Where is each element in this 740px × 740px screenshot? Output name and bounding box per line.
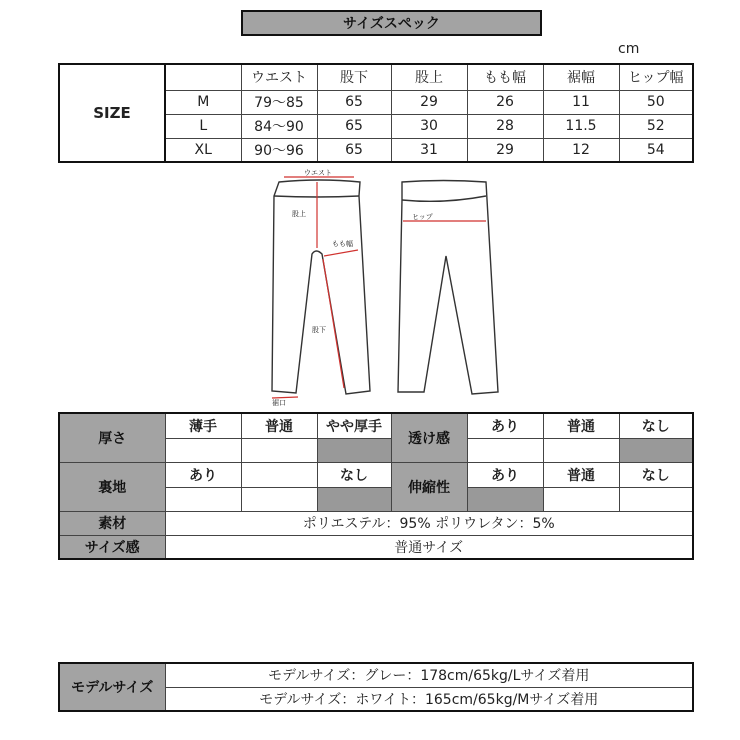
- size-cell: 65: [317, 114, 391, 138]
- size-cell: 28: [467, 114, 543, 138]
- hem-label: 裾口: [272, 399, 286, 407]
- stretch-option: 普通: [543, 462, 619, 487]
- page-title: サイズスペック: [241, 10, 542, 36]
- size-cell: 29: [391, 90, 467, 114]
- thigh-label: もも幅: [332, 240, 353, 248]
- fit-label: サイズ感: [59, 535, 165, 559]
- size-col-header: もも幅: [467, 64, 543, 90]
- transparency-mark: [467, 438, 543, 462]
- size-row-header: SIZE: [59, 64, 165, 162]
- transparency-mark: [619, 438, 693, 462]
- stretch-mark: [543, 487, 619, 511]
- stretch-option: あり: [467, 462, 543, 487]
- stretch-option: なし: [619, 462, 693, 487]
- thickness-mark: [317, 438, 391, 462]
- stretch-mark: [619, 487, 693, 511]
- size-cell: 29: [467, 138, 543, 162]
- model-size-table: [58, 662, 694, 712]
- pants-measurement-diagram: [262, 169, 506, 407]
- fit-value: 普通サイズ: [165, 535, 693, 559]
- size-cell: 52: [619, 114, 693, 138]
- lining-option: [241, 462, 317, 487]
- size-cell: 54: [619, 138, 693, 162]
- material-label: 素材: [59, 511, 165, 535]
- size-cell: 26: [467, 90, 543, 114]
- unit-label: cm: [618, 41, 640, 57]
- transparency-label: 透け感: [391, 413, 467, 462]
- size-label: L: [165, 114, 241, 138]
- lining-mark: [317, 487, 391, 511]
- lining-label: 裏地: [59, 462, 165, 511]
- thickness-mark: [165, 438, 241, 462]
- rise-label: 股上: [292, 210, 306, 218]
- transparency-option: 普通: [543, 413, 619, 438]
- size-cell: 90〜96: [241, 138, 317, 162]
- fabric-attributes-table: [58, 412, 694, 560]
- size-header-blank: [165, 64, 241, 90]
- size-cell: 11: [543, 90, 619, 114]
- size-col-header: ヒップ幅: [619, 64, 693, 90]
- size-col-header: ウエスト: [241, 64, 317, 90]
- attr-options-row: [59, 462, 693, 487]
- lining-mark: [165, 487, 241, 511]
- size-cell: 65: [317, 90, 391, 114]
- thickness-label: 厚さ: [59, 413, 165, 462]
- size-cell: 31: [391, 138, 467, 162]
- lining-option: なし: [317, 462, 391, 487]
- fit-row: [59, 535, 693, 559]
- size-cell: 50: [619, 90, 693, 114]
- size-spec-table: [58, 63, 694, 163]
- size-cell: 11.5: [543, 114, 619, 138]
- size-cell: 12: [543, 138, 619, 162]
- size-cell: 65: [317, 138, 391, 162]
- thickness-mark: [241, 438, 317, 462]
- size-label: M: [165, 90, 241, 114]
- model-size-line: モデルサイズ：グレー：178cm/65kg/Lサイズ着用: [165, 663, 693, 687]
- size-col-header: 股下: [317, 64, 391, 90]
- size-col-header: 裾幅: [543, 64, 619, 90]
- lining-mark: [241, 487, 317, 511]
- size-cell: 79〜85: [241, 90, 317, 114]
- size-col-header: 股上: [391, 64, 467, 90]
- inseam-label: 股下: [312, 326, 326, 334]
- thickness-option: 薄手: [165, 413, 241, 438]
- model-size-line: モデルサイズ：ホワイト：165cm/65kg/Mサイズ着用: [165, 687, 693, 711]
- material-row: [59, 511, 693, 535]
- thickness-option: やや厚手: [317, 413, 391, 438]
- hem-measure-line: [272, 397, 298, 398]
- size-cell: 30: [391, 114, 467, 138]
- hip-label: ヒップ: [412, 213, 433, 221]
- size-label: XL: [165, 138, 241, 162]
- stretch-label: 伸縮性: [391, 462, 467, 511]
- thickness-option: 普通: [241, 413, 317, 438]
- transparency-mark: [543, 438, 619, 462]
- material-value: ポリエステル：95% ポリウレタン：5%: [165, 511, 693, 535]
- front-pants-outline: [272, 180, 370, 394]
- model-size-label: モデルサイズ: [59, 663, 165, 711]
- transparency-option: なし: [619, 413, 693, 438]
- stretch-mark: [467, 487, 543, 511]
- lining-option: あり: [165, 462, 241, 487]
- attr-options-row: [59, 413, 693, 438]
- transparency-option: あり: [467, 413, 543, 438]
- waist-label: ウエスト: [304, 169, 332, 177]
- model-row: [59, 663, 693, 687]
- size-cell: 84〜90: [241, 114, 317, 138]
- size-table-header-row: [59, 64, 693, 90]
